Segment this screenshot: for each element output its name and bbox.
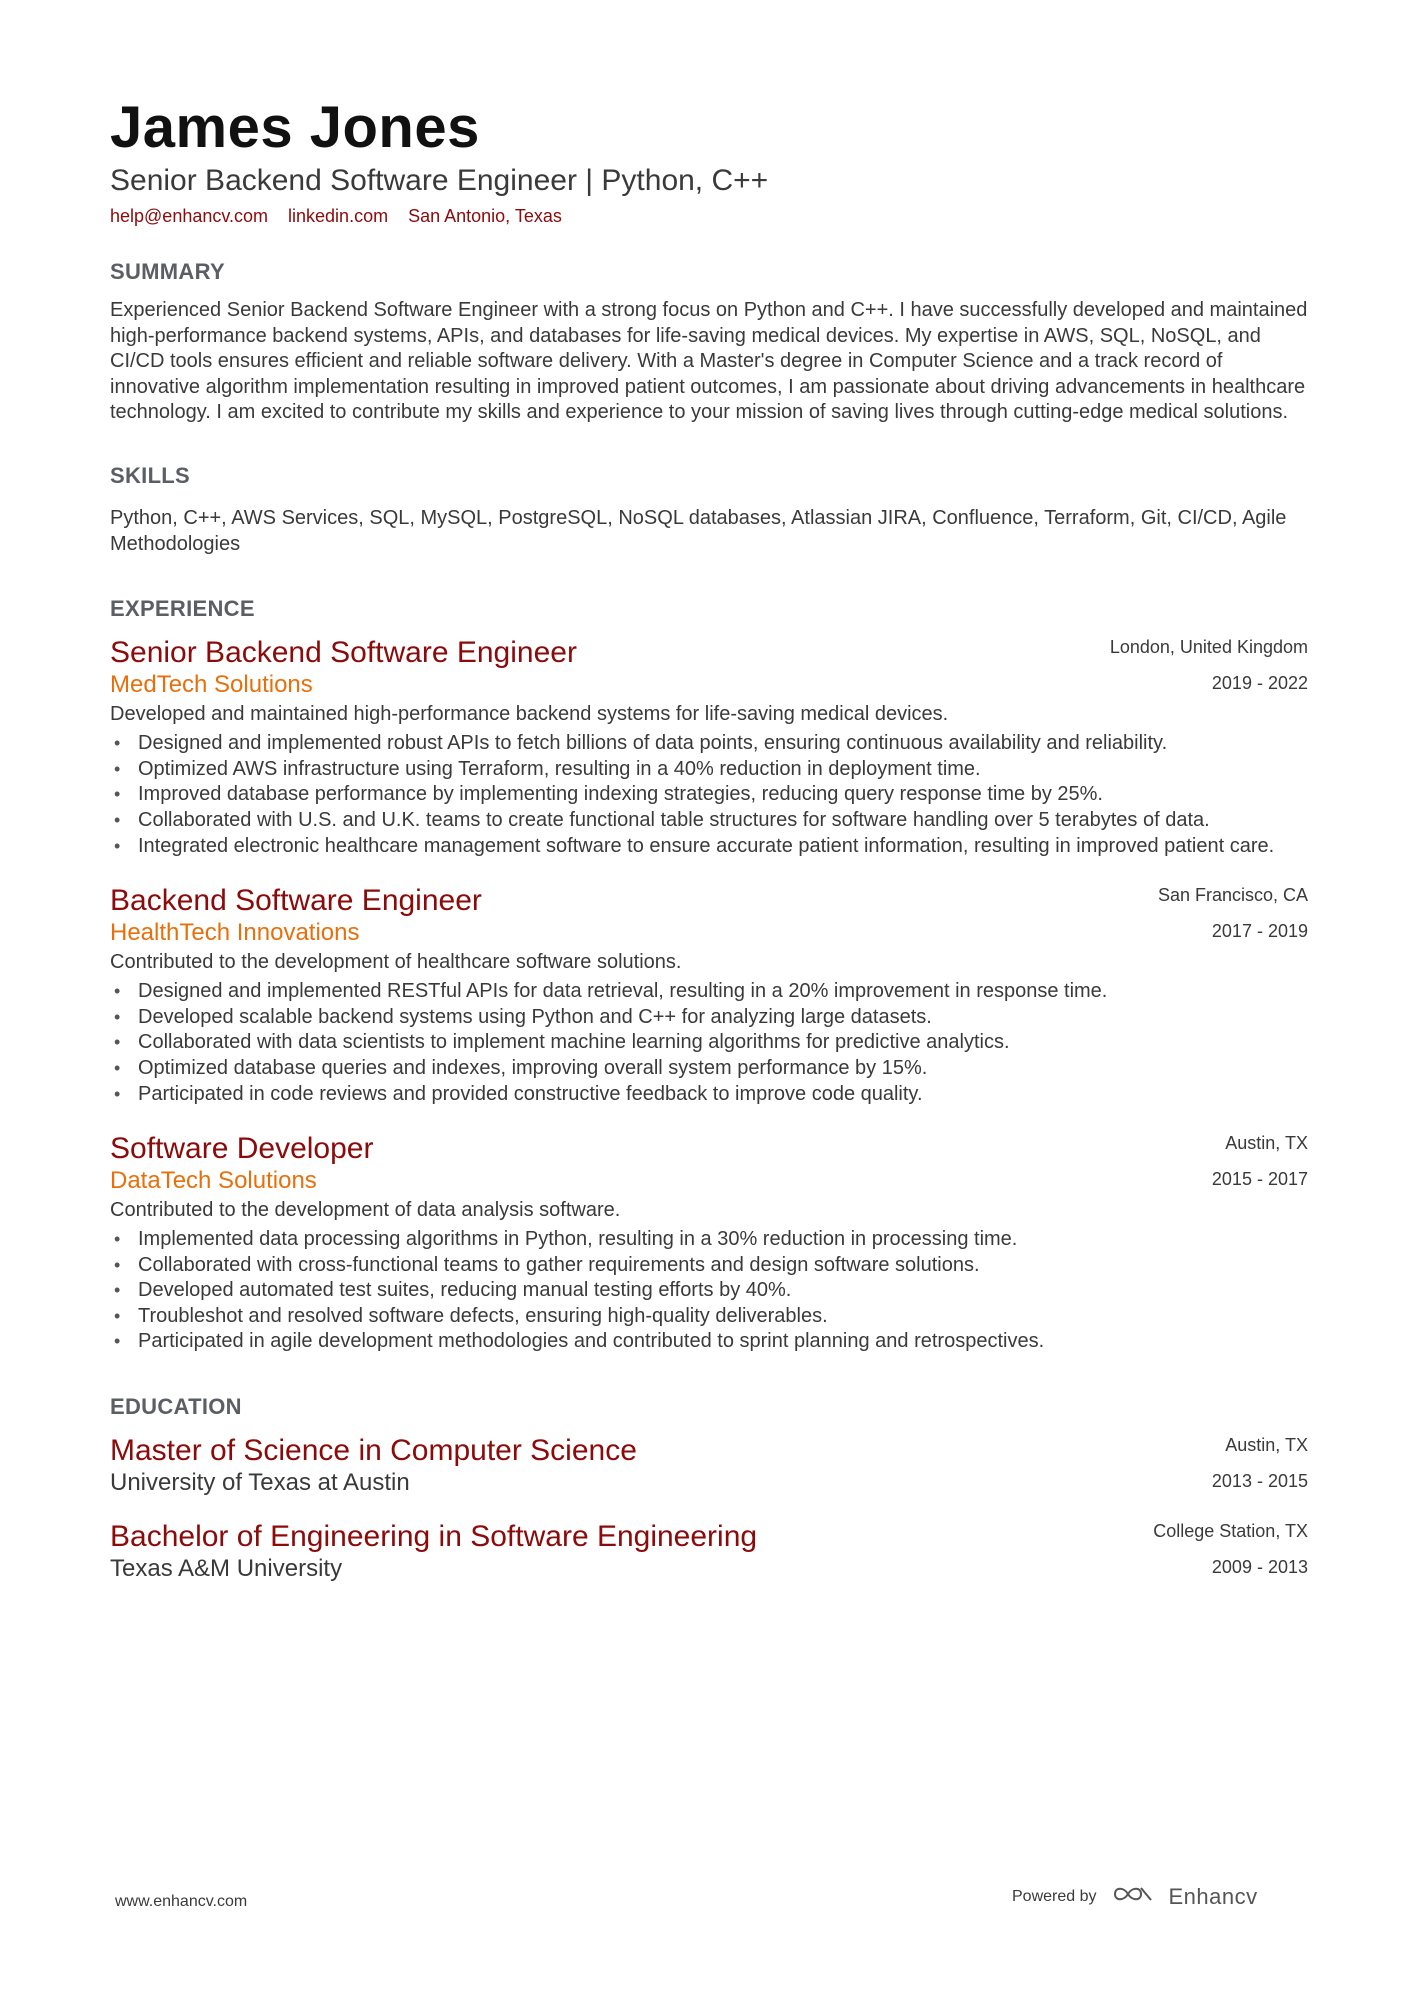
resume-page [110,96,1308,1583]
experience-section [110,595,1308,1355]
bullet-text: Optimized database queries and indexes, improving overall system performance by 15%. [138,1056,928,1079]
summary-title: SUMMARY [110,259,225,284]
bullet-dot-icon: • [114,784,121,805]
job-dates: 2017 - 2019 [1211,921,1308,942]
candidate-name: James Jones [110,95,480,160]
job-dates: 2019 - 2022 [1211,673,1308,694]
job-bullets [110,731,1308,859]
education-meta [1212,1433,1308,1493]
bullet-dot-icon: • [114,1083,121,1104]
experience-list [110,635,1308,1355]
bullet-text: Designed and implemented RESTful APIs for data retrieval, resulting in a 20% improvement in response time. [138,980,1108,1003]
experience-entry [110,883,1308,1107]
footer-website[interactable]: www.enhancv.com [115,1893,248,1910]
enhancv-logo-icon [1111,1882,1155,1911]
bullet-item [110,782,1308,808]
contact-email[interactable]: help@enhancv.com [110,206,269,226]
job-dates: 2015 - 2017 [1211,1169,1308,1190]
bullet-text: Troubleshot and resolved software defects, ensuring high-quality deliverables. [138,1304,828,1327]
bullet-text: Participated in code reviews and provided constructive feedback to improve code quality. [138,1082,923,1105]
bullet-dot-icon: • [114,1305,121,1326]
education-dates: 2013 - 2015 [1211,1471,1308,1492]
job-meta [1158,883,1308,943]
bullet-dot-icon: • [114,1032,121,1053]
education-dates: 2009 - 2013 [1211,1557,1308,1578]
bullet-text: Developed scalable backend systems using Python and C++ for analyzing large datasets. [138,1005,932,1028]
bullet-dot-icon: • [114,733,121,754]
powered-by-label: Powered by [1012,1887,1097,1905]
education-title: EDUCATION [110,1394,242,1420]
skills-section [110,462,1308,557]
job-location: Austin, TX [1225,1133,1308,1154]
job-meta [1110,635,1308,695]
bullet-text: Collaborated with cross-functional teams to gather requirements and design software solutions. [138,1253,980,1276]
bullet-dot-icon: • [114,1331,121,1352]
bullet-item [110,1082,1308,1108]
bullet-item [110,1056,1308,1082]
job-location: San Francisco, CA [1157,885,1308,906]
school-name: Texas A&M University [110,1555,343,1583]
job-title: Software Developer [110,1132,374,1166]
experience-title: EXPERIENCE [110,596,255,622]
job-bullets [110,979,1308,1107]
job-title: Senior Backend Software Engineer [110,636,577,670]
bullet-item [110,1005,1308,1031]
bullet-item [110,1227,1308,1253]
summary-text: Experienced Senior Backend Software Engineer with a strong focus on Python and C++. I have successfully developed and maintained high-performance backend systems, APIs, and databases for life-saving medical devices. My expertise in AWS, SQL, NoSQL, and CI/CD tools ensures efficient and reliable software delivery. With a Master's degree in Computer Science and a track record of innovative algorithm implementation resulting in improved patient outcomes, I am passionate about driving advancements in healthcare technology. I am excited to contribute my skills and experience to your mission of saving lives through cutting-edge medical solutions. [110,299,1308,424]
bullet-dot-icon: • [114,1229,121,1250]
degree-title: Bachelor of Engineering in Software Engineering [110,1520,758,1554]
education-section [110,1393,1308,1583]
job-description: Contributed to the development of healthcare software solutions. [110,951,682,974]
bullet-item [110,1304,1308,1330]
job-description: Contributed to the development of data analysis software. [110,1199,621,1222]
job-title: Backend Software Engineer [110,884,482,918]
contact-linkedin[interactable]: linkedin.com [288,206,389,226]
education-meta [1153,1519,1308,1579]
bullet-text: Collaborated with U.S. and U.K. teams to create functional table structures for software handling over 5 terabytes of data. [138,808,1210,831]
bullet-text: Collaborated with data scientists to implement machine learning algorithms for predictive analytics. [138,1031,1010,1054]
experience-entry [110,635,1308,859]
degree-title: Master of Science in Computer Science [110,1434,637,1468]
bullet-text: Designed and implemented robust APIs to fetch billions of data points, ensuring continuous availability and reliability. [138,732,1168,755]
bullet-text: Improved database performance by implementing indexing strategies, reducing query response time by 25%. [138,783,1103,806]
bullet-dot-icon: • [114,981,121,1002]
job-meta [1212,1131,1308,1191]
education-list [110,1433,1308,1583]
bullet-dot-icon: • [114,1057,121,1078]
bullet-dot-icon: • [114,1254,121,1275]
candidate-headline: Senior Backend Software Engineer | Python, C++ [110,164,769,197]
bullet-item [110,757,1308,783]
footer-branding [1012,1882,1258,1911]
experience-entry [110,1131,1308,1355]
bullet-dot-icon: • [114,809,121,830]
bullet-item [110,1329,1308,1355]
bullet-dot-icon: • [114,758,121,779]
school-name: University of Texas at Austin [110,1469,410,1497]
resume-header [110,96,1308,228]
bullet-text: Developed automated test suites, reducing manual testing efforts by 40%. [138,1279,792,1302]
bullet-item [110,1278,1308,1304]
bullet-item [110,979,1308,1005]
skills-title: SKILLS [110,462,191,488]
job-bullets [110,1227,1308,1355]
education-location: Austin, TX [1225,1435,1308,1456]
brand-name: Enhancv [1168,1883,1258,1909]
bullet-item [110,808,1308,834]
education-entry [110,1433,1308,1497]
bullet-dot-icon: • [114,1006,121,1027]
company-name: HealthTech Innovations [110,919,360,947]
skills-text: Python, C++, AWS Services, SQL, MySQL, PostgreSQL, NoSQL databases, Atlassian JIRA, Confluence, Terraform, Git, CI/CD, Agile Methodologies [110,506,1287,555]
contact-list [110,204,1308,228]
summary-section [110,258,1308,426]
job-description: Developed and maintained high-performance backend systems for life-saving medical devices. [110,703,949,726]
company-name: DataTech Solutions [110,1167,317,1195]
bullet-item [110,731,1308,757]
bullet-text: Optimized AWS infrastructure using Terraform, resulting in a 40% reduction in deployment time. [138,757,981,780]
company-name: MedTech Solutions [110,671,313,699]
bullet-text: Integrated electronic healthcare management software to ensure accurate patient information, resulting in improved patient care. [138,834,1275,857]
bullet-dot-icon: • [114,1280,121,1301]
contact-location: San Antonio, Texas [408,206,562,226]
job-location: London, United Kingdom [1109,637,1308,658]
bullet-text: Implemented data processing algorithms in Python, resulting in a 30% reduction in processing time. [138,1228,1018,1251]
bullet-item [110,1030,1308,1056]
bullet-item [110,834,1308,860]
bullet-text: Participated in agile development methodologies and contributed to sprint planning and retrospectives. [138,1330,1045,1353]
bullet-item [110,1253,1308,1279]
education-entry [110,1519,1308,1583]
bullet-dot-icon: • [114,835,121,856]
education-location: College Station, TX [1153,1521,1308,1542]
